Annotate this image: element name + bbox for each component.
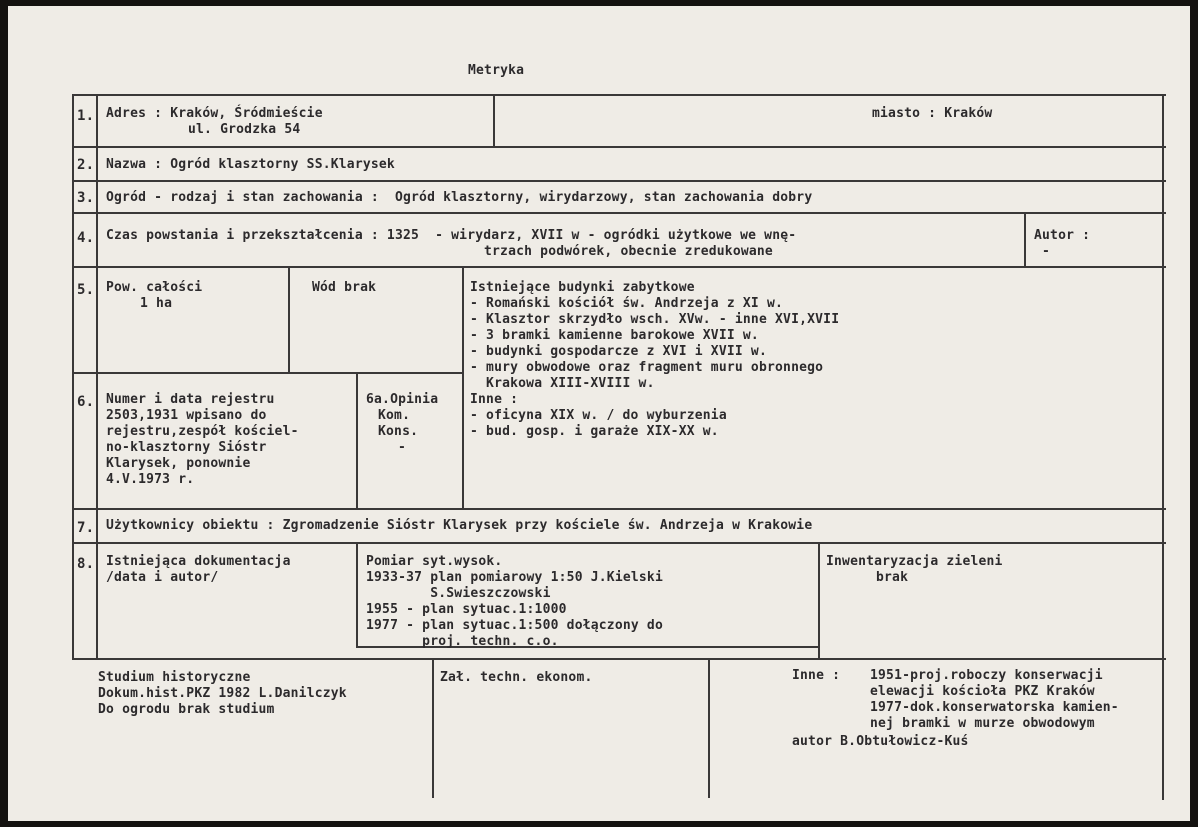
survey-line: 1977 - plan sytuac.1:500 dołączony do xyxy=(366,618,663,633)
address-line-1: Adres : Kraków, Śródmieście xyxy=(106,106,323,121)
register-line: 2503,1931 wpisano do xyxy=(106,408,267,423)
opinion-line: - xyxy=(398,440,407,455)
study-line: Studium historyczne xyxy=(98,670,251,685)
opinion-line: Kom. xyxy=(378,408,411,423)
users-field: Użytkownicy obiektu : Zgromadzenie Sióstr Klarysek przy kościele św. Andrzeja w Krakowie xyxy=(106,518,813,533)
rule-5 xyxy=(72,372,464,374)
list-item: - 3 bramki kamienne barokowe XVII w. xyxy=(470,328,759,343)
row-number: 8. xyxy=(77,556,95,572)
list-item: Krakowa XIII-XVIII w. xyxy=(470,376,655,391)
other-author: autor B.Obtułowicz-Kuś xyxy=(792,734,969,749)
area-label: Pow. całości xyxy=(106,280,203,295)
rule-6 xyxy=(72,508,1166,510)
register-line: 4.V.1973 r. xyxy=(106,472,195,487)
list-item: Istniejące budynki zabytkowe xyxy=(470,280,695,295)
register-block xyxy=(106,392,299,488)
opinion-line: Kons. xyxy=(378,424,419,439)
rule-7 xyxy=(72,542,1166,544)
rule-r5-b xyxy=(462,266,464,508)
author-label: Autor : xyxy=(1034,228,1091,243)
rule-bottom-b xyxy=(708,658,710,798)
row-number: 5. xyxy=(77,282,95,298)
row-number: 1. xyxy=(77,108,95,124)
opinion-block xyxy=(366,392,438,456)
rule-3 xyxy=(72,212,1166,214)
survey-block xyxy=(366,554,663,650)
list-item: - Romański kościół św. Andrzeja z XI w. xyxy=(470,296,784,311)
record-card xyxy=(8,6,1190,821)
rule-4 xyxy=(72,266,1166,268)
rule-8 xyxy=(72,658,1166,660)
rule-r1-split xyxy=(493,94,495,146)
inventory-value: brak xyxy=(876,570,909,585)
other-block xyxy=(870,668,1119,732)
survey-line: Pomiar syt.wysok. xyxy=(366,554,503,569)
greenery-inventory xyxy=(826,554,1003,586)
rule-top xyxy=(72,94,1166,96)
list-item: - budynki gospodarcze z XVI i XVII w. xyxy=(470,344,767,359)
row-number: 3. xyxy=(77,190,95,206)
rule-2 xyxy=(72,180,1166,182)
page-title: Metryka xyxy=(468,63,525,78)
register-line: Numer i data rejestru xyxy=(106,392,275,407)
row-number: 6. xyxy=(77,394,95,410)
other-line: elewacji kościoła PKZ Kraków xyxy=(870,684,1095,699)
origin-line-1: Czas powstania i przekształcenia : 1325 - wirydarz, XVII w - ogródki użytkowe we wnę- xyxy=(106,228,797,243)
garden-type-field: Ogród - rodzaj i stan zachowania : Ogród klasztorny, wirydarzowy, stan zachowania dobry xyxy=(106,190,813,205)
name-field: Nazwa : Ogród klasztorny SS.Klarysek xyxy=(106,157,395,172)
city-field: miasto : Kraków xyxy=(872,106,993,121)
rule-r8-a xyxy=(356,542,358,646)
address-line-2: ul. Grodzka 54 xyxy=(188,122,301,137)
other-label: Inne : xyxy=(792,668,841,683)
rule-r4-autor xyxy=(1024,212,1026,266)
survey-line: 1933-37 plan pomiarowy 1:50 J.Kielski xyxy=(366,570,663,585)
rule-r8-b xyxy=(818,542,820,658)
historic-buildings-list xyxy=(470,280,839,440)
list-item: Inne : xyxy=(470,392,519,407)
area-value: 1 ha xyxy=(140,296,173,311)
list-item: - Klasztor skrzydło wsch. XVw. - inne XVI,XVII xyxy=(470,312,840,327)
documentation-label xyxy=(106,554,291,586)
other-line: 1977-dok.konserwatorska kamien- xyxy=(870,700,1119,715)
study-line: Do ogrodu brak studium xyxy=(98,702,275,717)
inventory-label: Inwentaryzacja zieleni xyxy=(826,554,1003,569)
register-line: Klarysek, ponownie xyxy=(106,456,251,471)
survey-line: S.Swieszczowski xyxy=(366,586,551,601)
list-item: - bud. gosp. i garaże XIX-XX w. xyxy=(470,424,719,439)
row-number: 4. xyxy=(77,230,95,246)
register-line: rejestru,zespół kościel- xyxy=(106,424,299,439)
row-number: 2. xyxy=(77,157,95,173)
list-item: - mury obwodowe oraz fragment muru obronnego xyxy=(470,360,824,375)
row-number: 7. xyxy=(77,520,95,536)
author-value: - xyxy=(1042,244,1051,259)
water-field: Wód brak xyxy=(312,280,377,295)
rule-left xyxy=(72,94,74,660)
study-line: Dokum.hist.PKZ 1982 L.Danilczyk xyxy=(98,686,347,701)
doc-line: /data i autor/ xyxy=(106,570,219,585)
doc-line: Istniejąca dokumentacja xyxy=(106,554,291,569)
rule-1 xyxy=(72,146,1166,148)
opinion-line: 6a.Opinia xyxy=(366,392,439,407)
other-line: 1951-proj.roboczy konserwacji xyxy=(870,668,1103,683)
rule-right xyxy=(1162,94,1164,800)
rule-bottom-a xyxy=(432,658,434,798)
origin-line-2: trzach podwórek, obecnie zredukowane xyxy=(484,244,773,259)
rule-r6-a xyxy=(356,372,358,508)
rule-num xyxy=(96,94,98,660)
list-item: - oficyna XIX w. / do wyburzenia xyxy=(470,408,727,423)
survey-line: proj. techn. c.o. xyxy=(366,634,559,649)
other-line: nej bramki w murze obwodowym xyxy=(870,716,1095,731)
historical-study xyxy=(98,670,347,718)
register-line: no-klasztorny Sióstr xyxy=(106,440,267,455)
technical-attachment: Zał. techn. ekonom. xyxy=(440,670,593,685)
rule-r5-a xyxy=(288,266,290,372)
survey-line: 1955 - plan sytuac.1:1000 xyxy=(366,602,567,617)
